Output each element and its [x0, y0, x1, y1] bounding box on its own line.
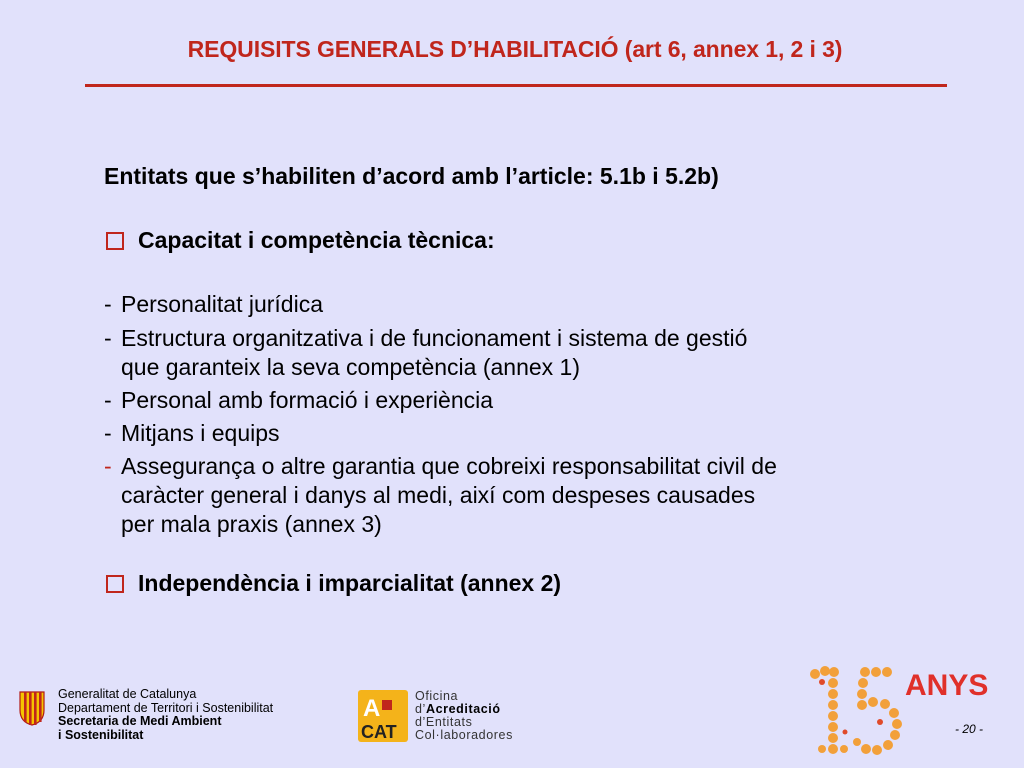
- slide-heading: Entitats que s’habiliten d’acord amb l’article: 5.1b i 5.2b): [104, 163, 719, 189]
- section-independencia: [104, 569, 964, 598]
- list-item: [104, 419, 964, 448]
- gencat-footer: [18, 688, 273, 742]
- gencat-text: [58, 688, 273, 742]
- section-independencia-label: Independència i imparcialitat (annex 2): [138, 570, 562, 596]
- acat-logo-a: A: [363, 695, 381, 722]
- acat-line-bold: Acreditació: [425, 702, 501, 716]
- list-item-text-cont: que garanteix la seva competència (annex 1): [121, 354, 581, 380]
- anys-word: ANYS: [905, 669, 989, 702]
- acat-line: Col·laboradores: [415, 728, 513, 742]
- gencat-line: i Sostenibilitat: [58, 727, 144, 742]
- dash-bullet: -: [104, 291, 112, 317]
- slide-content: [104, 162, 964, 598]
- list-item-text: Mitjans i equips: [121, 420, 280, 446]
- acat-line-prefix: d’: [415, 702, 426, 716]
- gencat-line: Generalitat de Catalunya: [58, 687, 197, 701]
- list-item: [104, 452, 964, 539]
- senyera-shield-icon: [18, 690, 46, 726]
- title-divider: [85, 84, 947, 87]
- dash-bullet: -: [104, 387, 112, 413]
- list-item: [104, 386, 964, 415]
- gencat-line: Secretaria de Medi Ambient: [58, 714, 222, 728]
- 15-anys-logo: [805, 662, 1015, 762]
- list-item-text-cont: per mala praxis (annex 3): [121, 511, 382, 537]
- acat-logo-cat: CAT: [361, 722, 397, 742]
- dash-bullet: -: [104, 325, 112, 351]
- list-item: [104, 324, 964, 382]
- list-item: [104, 290, 964, 319]
- checkbox-bullet-icon: [106, 575, 124, 593]
- gencat-line: Departament de Territori i Sostenibilitat: [58, 700, 274, 715]
- acat-line: d’Entitats: [415, 715, 473, 729]
- slide-title: REQUISITS GENERALS D’HABILITACIÓ (art 6, annex 1, 2 i 3): [187, 36, 843, 62]
- acat-logo-icon: [358, 690, 408, 742]
- list-item-text: Assegurança o altre garantia que cobreixi responsabilitat civil de: [121, 453, 777, 479]
- acat-footer: [358, 690, 513, 742]
- list-item-text: Personalitat jurídica: [121, 291, 323, 317]
- acat-text: [415, 690, 513, 742]
- dash-bullet: -: [104, 453, 112, 479]
- acat-line: Oficina: [415, 689, 459, 703]
- page-number: - 20 -: [955, 722, 984, 736]
- section-capacitat-label: Capacitat i competència tècnica:: [138, 227, 495, 253]
- dash-bullet: -: [104, 420, 112, 446]
- section-capacitat: [104, 226, 964, 255]
- list-item-text: Personal amb formació i experiència: [121, 387, 494, 413]
- list-item-text-cont: caràcter general i danys al medi, així com despeses causades: [121, 482, 756, 508]
- requirements-list: [104, 290, 964, 539]
- list-item-text: Estructura organitzativa i de funcionament i sistema de gestió: [121, 325, 748, 351]
- checkbox-bullet-icon: [106, 232, 124, 250]
